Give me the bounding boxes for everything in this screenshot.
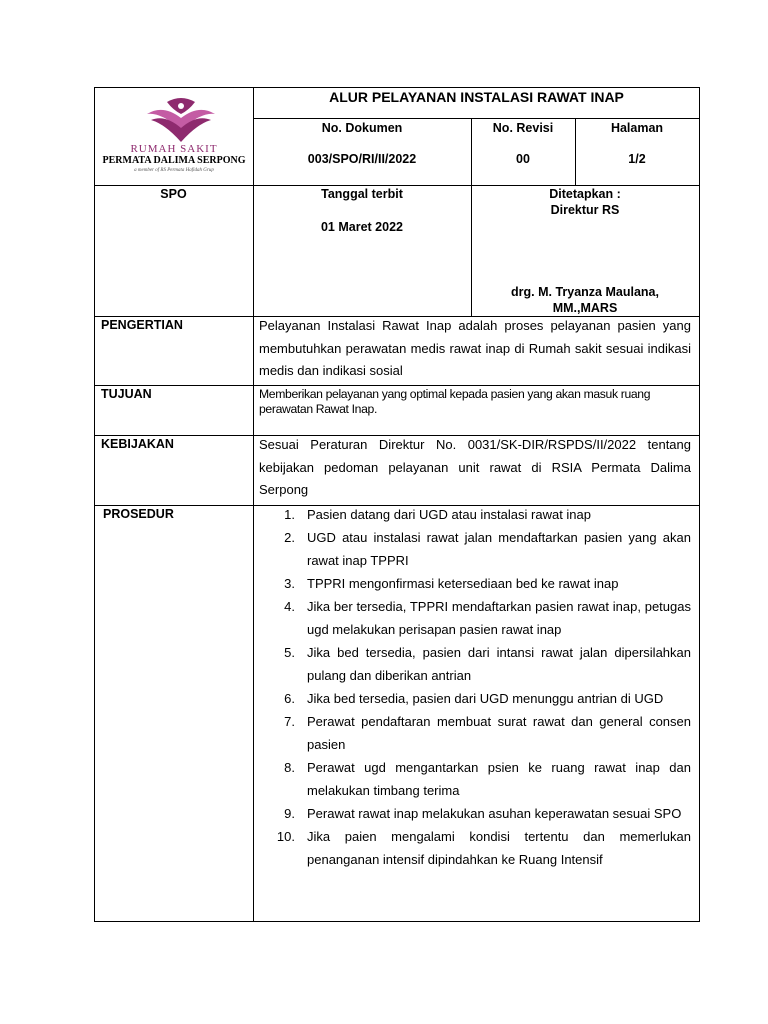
prosedur-item-text: Pasien datang dari UGD atau instalasi rawat inap <box>307 507 591 522</box>
prosedur-item-number: 6. <box>284 691 295 706</box>
tanggal-terbit-value: 01 Maret 2022 <box>320 220 403 234</box>
prosedur-item-text: Perawat ugd mengantarkan psien ke ruang rawat inap dan melakukan timbang terima <box>307 760 691 798</box>
logo-emblem-icon <box>141 94 221 144</box>
no-dokumen-label: No. Dokumen <box>321 121 403 135</box>
logo-text-line2: PERMATA DALIMA SERPONG <box>102 155 246 166</box>
border-pengertian-bottom <box>94 385 700 386</box>
prosedur-item-text: Perawat pendaftaran membuat surat rawat dan general consen pasien <box>307 714 691 752</box>
signer-name: drg. M. Tryanza Maulana, <box>511 285 659 299</box>
prosedur-list-container <box>255 503 691 871</box>
tanggal-terbit-label: Tanggal terbit <box>321 187 403 201</box>
prosedur-item <box>255 641 691 687</box>
prosedur-item <box>255 572 691 595</box>
prosedur-item-text: UGD atau instalasi rawat jalan mendaftarkan pasien yang akan rawat inap TPPRI <box>307 530 691 568</box>
prosedur-item <box>255 595 691 641</box>
direktur-label: Direktur RS <box>550 203 620 217</box>
prosedur-item <box>255 825 691 871</box>
prosedur-item-number: 5. <box>284 645 295 660</box>
pengertian-label: PENGERTIAN <box>101 318 183 332</box>
border-middle <box>253 87 254 922</box>
prosedur-item-number: 2. <box>284 530 295 545</box>
logo-text-line3: a member of RS Permata Hafidah Grup <box>134 168 214 173</box>
kebijakan-text: Sesuai Peraturan Direktur No. 0031/SK-DIR/RSPDS/II/2022 tentang kebijakan pedoman pelayanan unit rawat di RSIA Permata Dalima Serpong <box>259 437 691 497</box>
prosedur-item-text: Perawat rawat inap melakukan asuhan keperawatan sesuai SPO <box>307 806 682 821</box>
prosedur-item-text: Jika ber tersedia, TPPRI mendaftarkan pasien rawat inap, petugas ugd melakukan perisapan pasien rawat inap <box>307 599 691 637</box>
prosedur-item <box>255 526 691 572</box>
prosedur-label: PROSEDUR <box>103 507 174 521</box>
spo-label: SPO <box>160 187 187 201</box>
halaman-label: Halaman <box>610 121 664 135</box>
prosedur-item <box>255 710 691 756</box>
prosedur-item-text: Jika bed tersedia, pasien dari intansi rawat jalan dipersilahkan pulang dan diberikan antrian <box>307 645 691 683</box>
border-right <box>699 87 700 922</box>
prosedur-item-number: 3. <box>284 576 295 591</box>
logo-text-line1: RUMAH SAKIT <box>130 143 218 155</box>
prosedur-item <box>255 503 691 526</box>
prosedur-item-number: 1. <box>284 507 295 522</box>
document-title: ALUR PELAYANAN INSTALASI RAWAT INAP <box>329 89 624 105</box>
prosedur-item-number: 8. <box>284 760 295 775</box>
ditetapkan-label: Ditetapkan : <box>549 187 621 201</box>
prosedur-item-number: 9. <box>284 806 295 821</box>
kebijakan-label: KEBIJAKAN <box>101 437 174 451</box>
prosedur-item-text: Jika bed tersedia, pasien dari UGD menunggu antrian di UGD <box>307 691 664 706</box>
border-header-bottom <box>94 185 700 186</box>
tujuan-label: TUJUAN <box>101 387 152 401</box>
prosedur-item <box>255 802 691 825</box>
signer-title: MM.,MARS <box>552 301 618 315</box>
prosedur-item-number: 4. <box>284 599 295 614</box>
prosedur-item <box>255 756 691 802</box>
halaman-value: 1/2 <box>628 152 646 166</box>
prosedur-item-number: 10. <box>276 829 295 844</box>
border-title-bottom <box>253 118 700 119</box>
prosedur-item <box>255 687 691 710</box>
no-revisi-label: No. Revisi <box>492 121 554 135</box>
prosedur-list <box>255 503 691 871</box>
hospital-logo <box>96 88 252 184</box>
border-left <box>94 87 95 922</box>
no-dokumen-value: 003/SPO/RI/II/2022 <box>307 152 417 166</box>
no-revisi-value: 00 <box>516 152 530 166</box>
prosedur-item-text: TPPRI mengonfirmasi ketersediaan bed ke rawat inap <box>307 576 619 591</box>
border-bottom <box>94 921 700 922</box>
tujuan-text: Memberikan pelayanan yang optimal kepada pasien yang akan masuk ruang perawatan Rawat Inap. <box>259 387 651 416</box>
prosedur-item-number: 7. <box>284 714 295 729</box>
prosedur-item-text: Jika paien mengalami kondisi tertentu dan memerlukan penanganan intensif dipindahkan ke Ruang Intensif <box>307 829 691 867</box>
pengertian-text: Pelayanan Instalasi Rawat Inap adalah proses pelayanan pasien yang membutuhkan perawatan medis rawat inap di Rumah sakit sesuai indikasi medis dan indikasi sosial <box>259 318 691 378</box>
